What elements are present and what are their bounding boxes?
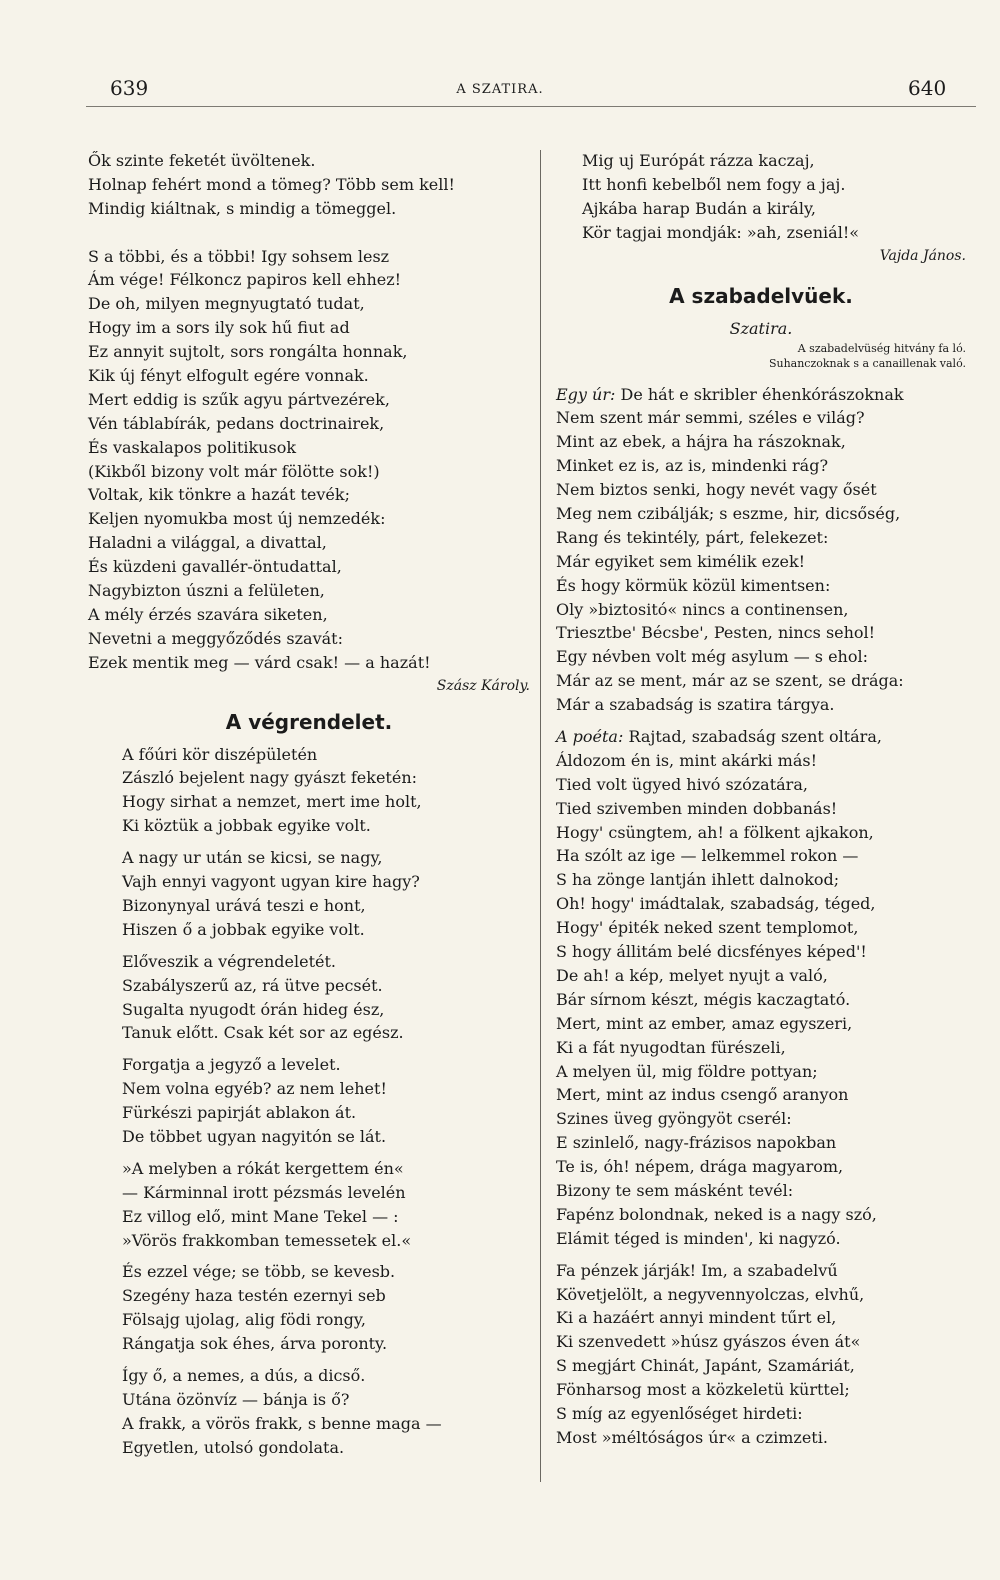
stanza-line: »Vörös frakkomban temessetek el.« [122, 1230, 412, 1250]
header-rule [86, 106, 976, 107]
verse-line: Ki a fát nyugodtan fürészeli, [556, 1037, 786, 1057]
verse-line: A poéta: Rajtad, szabadság szent oltára, [556, 727, 882, 747]
verse-line: És hogy körmük közül kimentsen: [556, 575, 831, 595]
stanza [88, 846, 530, 942]
poem-line: Holnap fehért mond a tömeg? Több sem kell! [88, 174, 455, 194]
poem-line: Keljen nyomukba most új nemzedék: [88, 509, 386, 529]
stanza-line: Itt honfi kebelből nem fogy a jaj. [582, 174, 846, 194]
right-page-number: 640 [908, 76, 947, 100]
verse-line: De ah! a kép, melyet nyujt a való, [556, 965, 828, 985]
verse-line: S ha zönge lantján ihlett dalnokod; [556, 870, 840, 890]
verse-line: S míg az egyenlőséget hirdeti: [556, 1403, 803, 1423]
verse-line: Már egyiket sem kimélik ezek! [556, 551, 806, 571]
stanza-line: Egyetlen, utolsó gondolata. [122, 1437, 345, 1457]
verse-line: Fapénz bolondnak, neked is a nagy szó, [556, 1204, 877, 1224]
verse-line: Te is, óh! népem, drága magyarom, [556, 1157, 844, 1177]
poem-line: Ez annyit sujtolt, sors rongálta honnak, [88, 342, 408, 362]
poem-line: Nevetni a meggyőződés szavát: [88, 628, 343, 648]
stanza-line: Fürkészi papirját ablakon át. [122, 1103, 357, 1123]
verse-line: Nem biztos senki, hogy nevét vagy ősét [556, 480, 877, 500]
poem-line: Voltak, kik tönkre a hazát tevék; [88, 485, 350, 505]
epigraph-line: A szabadelvüség hitvány fa ló. [797, 341, 966, 355]
stanza [88, 950, 530, 1046]
stanza-line: — Kárminnal irott pézsmás levelén [122, 1182, 406, 1202]
stanza-line: Ki köztük a jobbak egyike volt. [122, 816, 371, 836]
author-signature: Szász Károly. [436, 677, 530, 694]
poem-line: (Kikből bizony volt már fölötte sok!) [88, 461, 380, 481]
stanza [556, 149, 966, 245]
poem-line [88, 221, 530, 245]
poem-line: Mindig kiáltnak, s mindig a tömeggel. [88, 198, 397, 218]
stanza-line: Szegény haza testén ezernyi seb [122, 1286, 386, 1306]
verse-line: Fönharsog most a közkeletü kürttel; [556, 1380, 850, 1400]
stanza-line: Előveszik a végrendeletét. [122, 951, 336, 971]
verse-line: Egy névben volt még asylum — s ehol: [556, 647, 868, 667]
verse-line: Meg nem czibálják; s eszme, hir, dicsőség, [556, 504, 901, 524]
verse-line: Ha szólt az ige — lelkemmel rokon — [556, 846, 859, 866]
stanza-line: Tanuk előtt. Csak két sor az egész. [122, 1023, 404, 1043]
verse-line: Egy úr: De hát e skribler éhenkórászoknak [556, 384, 904, 404]
poem-line: Ők szinte feketét üvöltenek. [88, 151, 316, 170]
stanza-line: Ez villog elő, mint Mane Tekel — : [122, 1206, 399, 1226]
right-column [556, 149, 966, 1450]
poem-title: A végrendelet. [225, 709, 393, 734]
stanza-line: A frakk, a vörös frakk, s benne maga — [122, 1413, 442, 1433]
speaker-label: A poéta: [556, 727, 624, 747]
poem-line: Mert eddig is szűk agyu pártvezérek, [88, 389, 390, 409]
verse-line: Mint az ebek, a hájra ha rászoknak, [556, 432, 846, 452]
stanza-line: Hogy sirhat a nemzet, mert ime holt, [122, 792, 422, 812]
stanza [88, 1260, 530, 1356]
verse-line: A melyen ül, mig földre pottyan; [556, 1061, 818, 1081]
stanza-line: Bizonynyal urává teszi e hont, [122, 895, 366, 915]
verse-line: Áldozom én is, mint akárki más! [556, 750, 818, 770]
stanza-line: A nagy ur után se kicsi, se nagy, [122, 848, 383, 868]
verse-line: Szines üveg gyöngyöt cserél: [556, 1109, 792, 1129]
stanza-line: Utána özönvíz — bánja is ő? [122, 1389, 350, 1409]
verse-line: Követjelölt, a negyvennyolczas, elvhű, [556, 1284, 865, 1304]
stanza [88, 743, 530, 839]
left-page-number: 639 [110, 76, 149, 100]
stanza-line: Vajh ennyi vagyont ugyan kire hagy? [122, 872, 420, 892]
author-signature: Vajda János. [879, 247, 966, 264]
stanza-line: Szabályszerű az, rá ütve pecsét. [122, 975, 383, 995]
poem-line: És küzdeni gavallér-öntudattal, [88, 557, 342, 577]
poem-line: Nagybizton úszni a felületen, [88, 581, 325, 601]
poem-line: S a többi, és a többi! Igy sohsem lesz [88, 246, 390, 266]
running-title: A SZATIRA. [456, 82, 544, 97]
stanza-line: Sugalta nyugodt órán hideg ész, [122, 999, 385, 1019]
left-column [88, 149, 530, 1460]
stanza [88, 1053, 530, 1149]
verse-line: Már a szabadság is szatira tárgya. [556, 695, 835, 715]
stanza [556, 1259, 966, 1450]
verse-line: Bizony te sem másként tevél: [556, 1180, 794, 1200]
poem-line: Ezek mentik meg — várd csak! — a hazát! [88, 652, 431, 672]
poem-line: Vén táblabírák, pedans doctrinairek, [88, 413, 385, 433]
verse-line: Minket ez is, az is, mindenki rág? [556, 456, 829, 476]
verse-line: Ki a hazáért annyi mindent tűrt el, [556, 1308, 837, 1328]
stanza-line: Ajkába harap Budán a király, [582, 198, 816, 218]
verse-line: Nem szent már semmi, széles e világ? [556, 408, 865, 428]
verse-line: Mert, mint az ember, amaz egyszeri, [556, 1013, 853, 1033]
verse-line: Mert, mint az indus csengő aranyon [556, 1085, 849, 1105]
column-divider [540, 150, 541, 1482]
stanza-line: És ezzel vége; se több, se kevesb. [122, 1262, 396, 1282]
verse-line: Ki szenvedett »húsz gyászos éven át« [556, 1332, 861, 1352]
stanza [88, 1364, 530, 1460]
stanza-line: Kör tagjai mondják: »ah, zseniál!« [582, 222, 860, 242]
verse-line: E szinlelő, nagy-frázisos napokban [556, 1133, 837, 1153]
speech [556, 725, 966, 1251]
poem-line: Ám vége! Félkoncz papiros kell ehhez! [88, 270, 402, 290]
verse-line: S megjárt Chinát, Japánt, Szamáriát, [556, 1356, 855, 1376]
stanza-line: A főúri kör diszépületén [122, 744, 318, 764]
poem-line: De oh, milyen megnyugtató tudat, [88, 294, 365, 314]
verse-line: Oh! hogy' imádtalak, szabadság, téged, [556, 894, 876, 914]
stanza-line: »A melyben a rókát kergettem én« [122, 1158, 404, 1178]
verse-line: Triesztbe' Bécsbe', Pesten, nincs sehol! [556, 623, 876, 643]
poem-line: Hogy im a sors ily sok hű fiut ad [88, 318, 350, 338]
stanza [88, 1157, 530, 1253]
stanza-line: Forgatja a jegyző a levelet. [122, 1055, 341, 1075]
page-header [0, 70, 1000, 110]
poem-title: A szabadelvüek. [669, 283, 853, 308]
poem-lines [88, 149, 530, 675]
epigraph-line: Suhanczoknak s a canaillenak való. [768, 356, 966, 370]
verse-line: Hogy' csüngtem, ah! a fölkent ajkakon, [556, 822, 874, 842]
speaker-label: Egy úr: [556, 384, 616, 404]
verse-line: S hogy állitám belé dicsfényes képed'! [556, 942, 867, 962]
stanza-line: Hiszen ő a jobbak egyike volt. [122, 919, 365, 939]
verse-line: Fa pénzek járják! Im, a szabadelvű [556, 1260, 838, 1280]
verse-line: Oly »biztositó« nincs a continensen, [556, 599, 849, 619]
poem-line: És vaskalapos politikusok [88, 437, 297, 457]
verse-line: Tied volt ügyed hivó szózatára, [556, 774, 808, 794]
verse-line: Bár sírnom készt, mégis kaczagtató. [556, 989, 851, 1009]
speech [556, 383, 966, 717]
verse-line: Most »méltóságos úr« a czimzeti. [556, 1427, 828, 1447]
verse-line: Rang és tekintély, párt, felekezet: [556, 527, 829, 547]
stanza-line: De többet ugyan nagyitón se lát. [122, 1126, 387, 1146]
stanza-line: Zászló bejelent nagy gyászt feketén: [122, 768, 418, 788]
poem-subtitle: Szatira. [729, 318, 793, 338]
verse-line: Elámit téged is minden', ki nagyzó. [556, 1228, 841, 1248]
stanza-line: Mig uj Európát rázza kaczaj, [582, 151, 815, 170]
poem-line: A mély érzés szavára siketen, [88, 604, 328, 624]
stanza-line: Így ő, a nemes, a dús, a dicső. [122, 1365, 366, 1385]
verse-line: Tied szivemben minden dobbanás! [556, 798, 838, 818]
verse-line: Hogy' épiték neked szent templomot, [556, 918, 859, 938]
stanza-line: Fölsajg ujolag, alig födi rongy, [122, 1310, 366, 1330]
verse-line: Már az se ment, már az se szent, se drága: [556, 671, 904, 691]
stanza-line: Rángatja sok éhes, árva poronty. [122, 1334, 388, 1354]
poem-line: Kik új fényt elfogult egére vonnak. [88, 366, 369, 386]
poem-line: Haladni a világgal, a divattal, [88, 533, 327, 553]
stanza-line: Nem volna egyéb? az nem lehet! [122, 1079, 387, 1099]
